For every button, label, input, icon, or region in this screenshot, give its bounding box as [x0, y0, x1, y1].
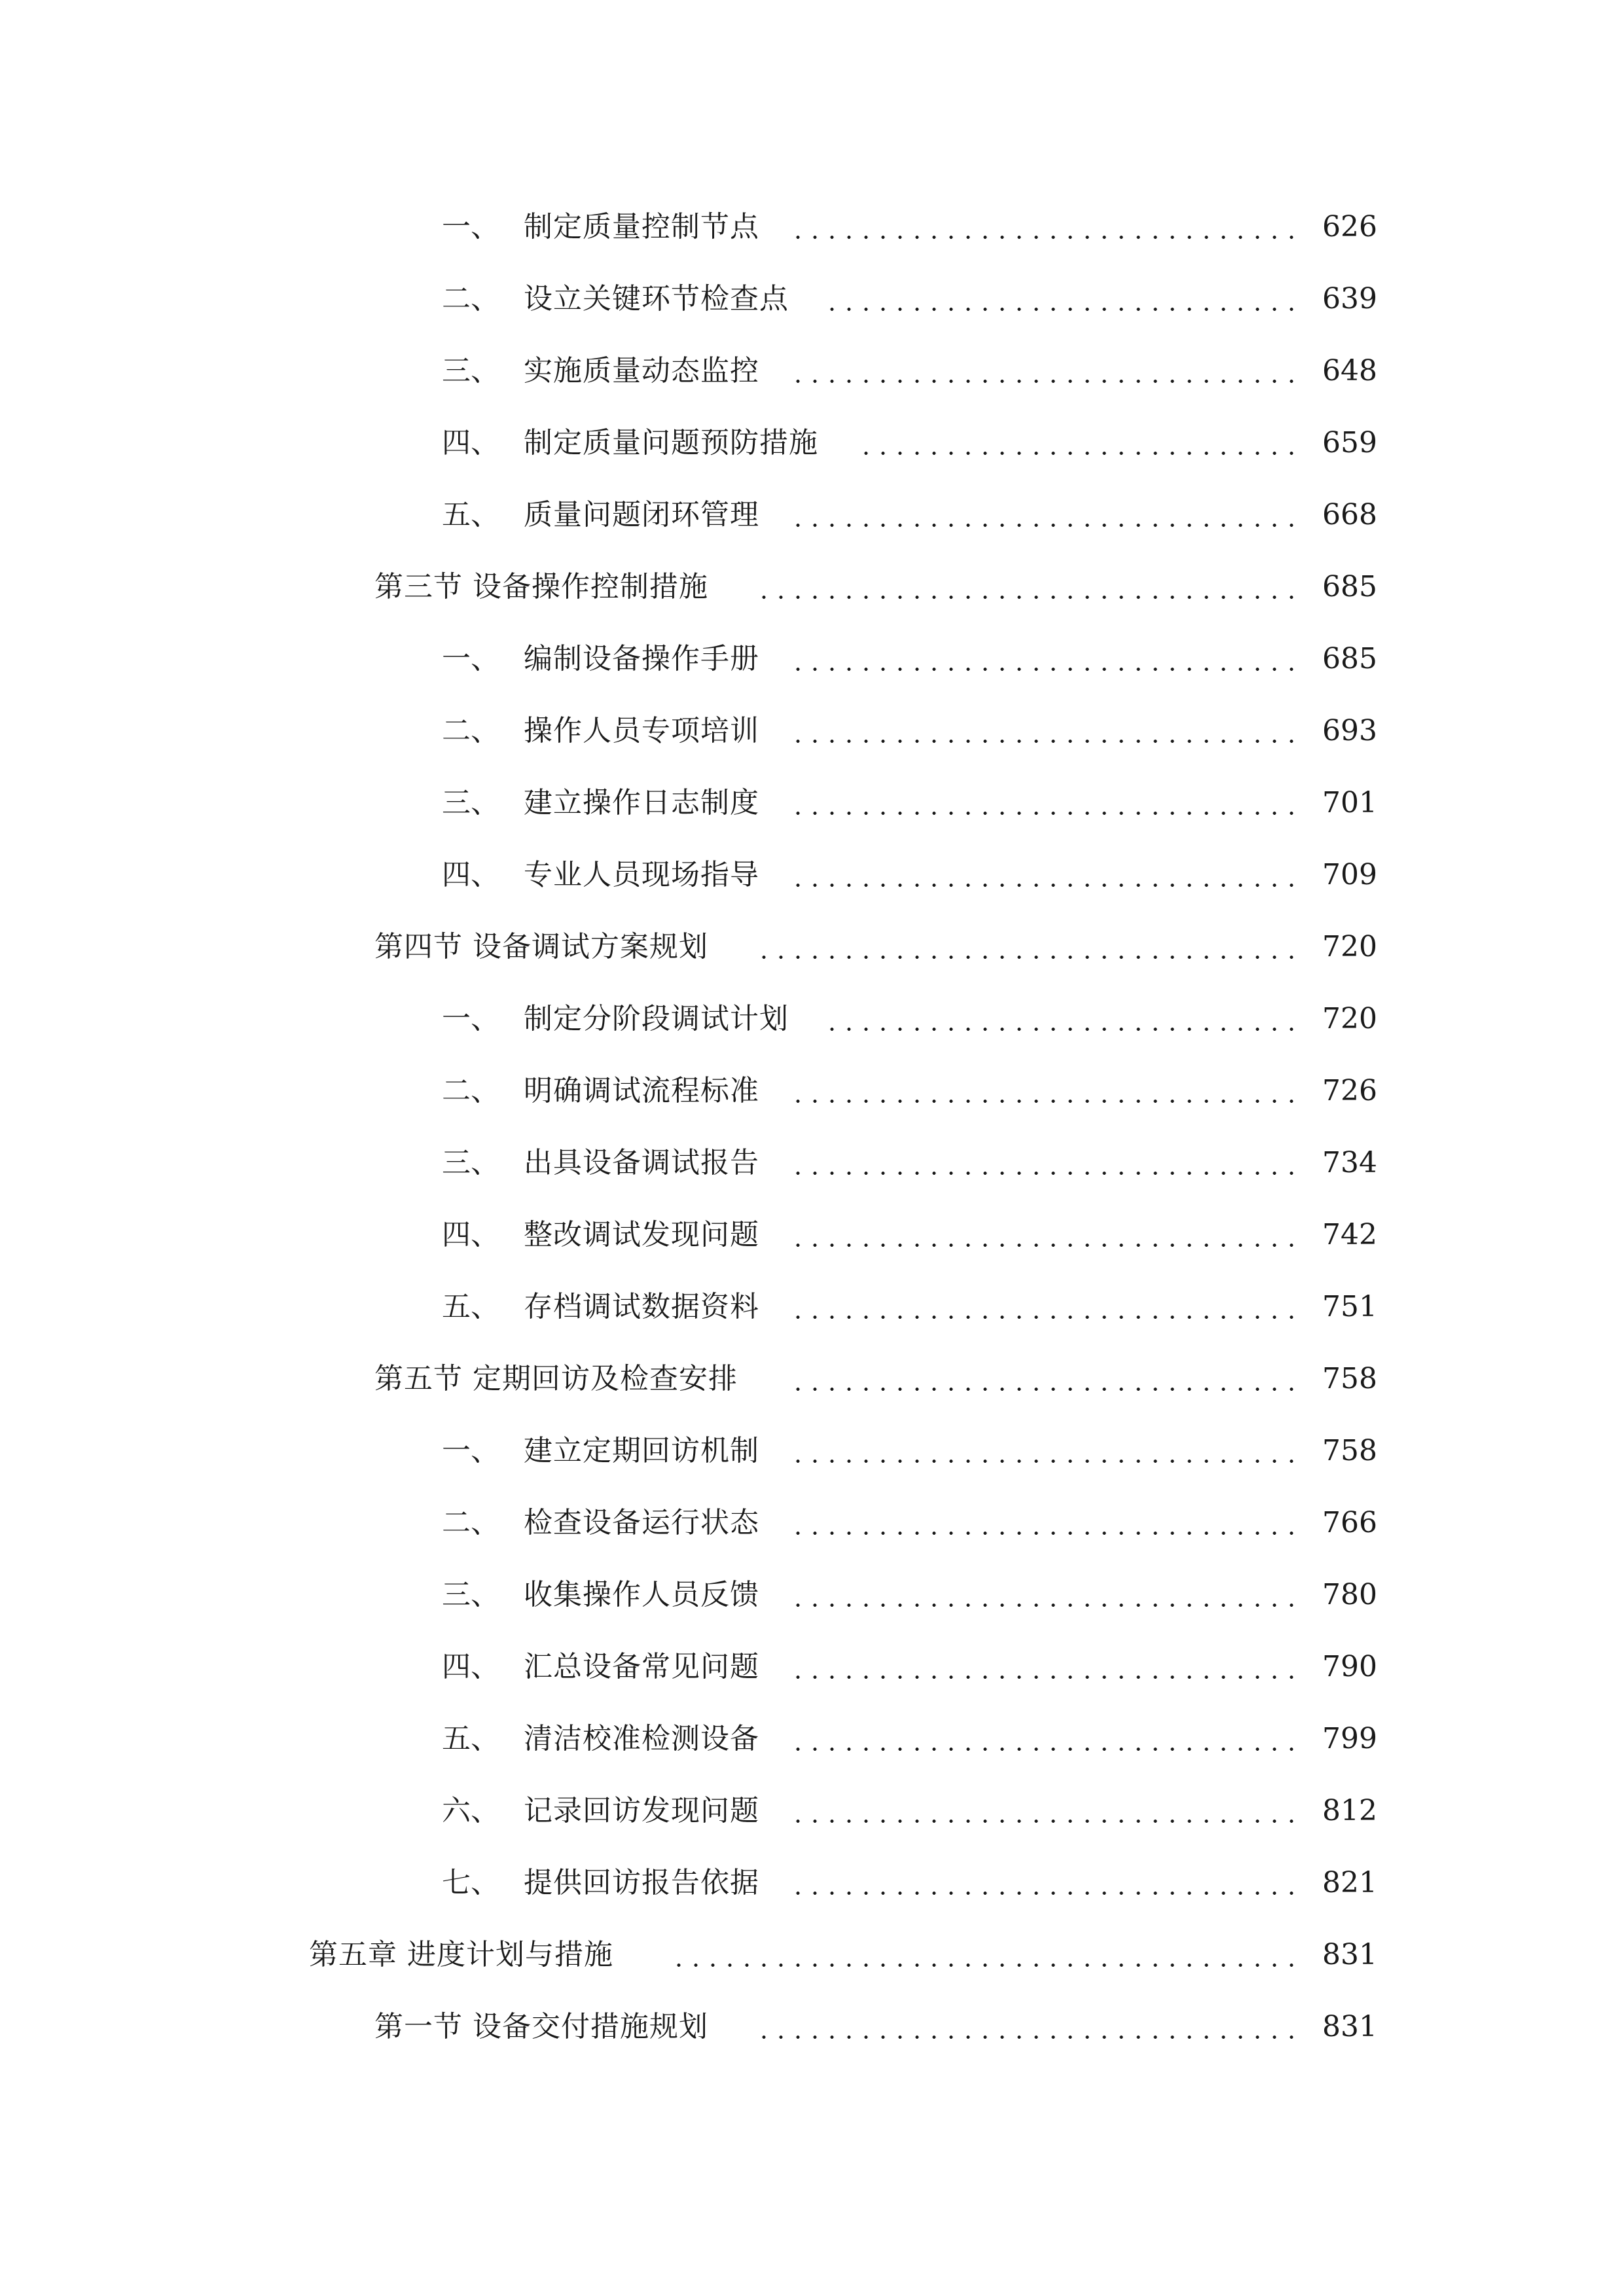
toc-entry-title: 制定质量控制节点 — [524, 198, 766, 257]
toc-entry-title: 设立关键环节检查点 — [524, 270, 795, 329]
toc-entry-page: 685 — [1316, 630, 1375, 689]
toc-entry[interactable] — [0, 1494, 1624, 1552]
toc-entry-title: 专业人员现场指导 — [524, 846, 766, 905]
toc-entry-number: 四、 — [442, 858, 499, 891]
toc-entry-page: 742 — [1316, 1206, 1375, 1265]
toc-entry-title: 质量问题闭环管理 — [524, 486, 766, 545]
toc-entry[interactable] — [0, 1782, 1624, 1840]
toc-entry-title: 记录回访发现问题 — [524, 1782, 766, 1840]
toc-section-entry[interactable] — [0, 1350, 1624, 1408]
toc-entry-number: 五、 — [442, 498, 499, 531]
toc-entry-title: 第一节 设备交付措施规划 — [374, 1998, 715, 2056]
toc-entry-page: 626 — [1316, 198, 1375, 257]
toc-entry-page: 701 — [1316, 774, 1375, 833]
toc-section-entry[interactable] — [0, 1998, 1624, 2056]
toc-entry-title: 第三节 设备操作控制措施 — [374, 558, 715, 617]
toc-entry[interactable] — [0, 198, 1624, 257]
toc-entry-title: 清洁校准检测设备 — [524, 1710, 766, 1768]
toc-entry-number: 二、 — [442, 1506, 499, 1539]
toc-entry[interactable] — [0, 702, 1624, 761]
toc-entry[interactable] — [0, 1854, 1624, 1912]
toc-entry[interactable] — [0, 1134, 1624, 1193]
toc-entry-page: 831 — [1316, 1926, 1375, 1984]
toc-section-entry[interactable] — [0, 918, 1624, 977]
toc-entry-title: 第四节 设备调试方案规划 — [374, 918, 715, 977]
toc-entry[interactable] — [0, 342, 1624, 401]
toc-entry-number: 二、 — [442, 1074, 499, 1107]
toc-entry-number: 三、 — [442, 1578, 499, 1611]
toc-entry-title: 制定质量问题预防措施 — [524, 414, 825, 473]
toc-entry-number: 六、 — [442, 1794, 499, 1827]
toc-entry-number: 五、 — [442, 1290, 499, 1323]
toc-entry-title: 出具设备调试报告 — [524, 1134, 766, 1193]
toc-entry-page: 648 — [1316, 342, 1375, 401]
toc-entry-page: 668 — [1316, 486, 1375, 545]
toc-entry[interactable] — [0, 1278, 1624, 1336]
toc-entry-page: 758 — [1316, 1422, 1375, 1480]
toc-entry-title: 提供回访报告依据 — [524, 1854, 766, 1912]
toc-section-entry[interactable] — [0, 558, 1624, 617]
toc-entry-number: 二、 — [442, 282, 499, 315]
toc-entry[interactable] — [0, 630, 1624, 689]
toc-entry-number: 三、 — [442, 1146, 499, 1179]
toc-entry-title: 汇总设备常见问题 — [524, 1638, 766, 1696]
toc-entry-page: 799 — [1316, 1710, 1375, 1768]
toc-entry-title: 第五节 定期回访及检查安排 — [374, 1350, 744, 1408]
toc-entry[interactable] — [0, 1566, 1624, 1624]
toc-entry-title: 第五章 进度计划与措施 — [309, 1926, 620, 1984]
toc-entry-number: 四、 — [442, 426, 499, 459]
toc-entry-title: 操作人员专项培训 — [524, 702, 766, 761]
toc-entry-page: 685 — [1316, 558, 1375, 617]
toc-entry-page: 758 — [1316, 1350, 1375, 1408]
toc-entry[interactable] — [0, 990, 1624, 1049]
toc-entry-title: 存档调试数据资料 — [524, 1278, 766, 1336]
toc-entry-page: 766 — [1316, 1494, 1375, 1552]
toc-entry[interactable] — [0, 1062, 1624, 1121]
toc-entry[interactable] — [0, 486, 1624, 545]
toc-entry[interactable] — [0, 846, 1624, 905]
toc-entry-number: 三、 — [442, 786, 499, 819]
toc-entry-page: 659 — [1316, 414, 1375, 473]
toc-entry-page: 831 — [1316, 1998, 1375, 2056]
toc-entry-number: 一、 — [442, 642, 499, 675]
toc-entry-title: 检查设备运行状态 — [524, 1494, 766, 1552]
toc-entry-page: 693 — [1316, 702, 1375, 761]
toc-entry-page: 726 — [1316, 1062, 1375, 1121]
toc-entry[interactable] — [0, 774, 1624, 833]
toc-entry[interactable] — [0, 1710, 1624, 1768]
toc-entry-number: 三、 — [442, 354, 499, 387]
toc-entry-number: 一、 — [442, 1002, 499, 1035]
toc-entry-number: 七、 — [442, 1866, 499, 1899]
toc-entry-number: 一、 — [442, 210, 499, 243]
toc-entry-title: 实施质量动态监控 — [524, 342, 766, 401]
toc-entry[interactable] — [0, 270, 1624, 329]
toc-entry-title: 制定分阶段调试计划 — [524, 990, 795, 1049]
toc-chapter-entry[interactable] — [0, 1926, 1624, 1984]
toc-entry-number: 四、 — [442, 1650, 499, 1683]
toc-entry-page: 780 — [1316, 1566, 1375, 1624]
toc-entry-title: 明确调试流程标准 — [524, 1062, 766, 1121]
toc-entry-title: 编制设备操作手册 — [524, 630, 766, 689]
toc-entry-number: 一、 — [442, 1434, 499, 1467]
toc-entry-page: 790 — [1316, 1638, 1375, 1696]
toc-entry[interactable] — [0, 414, 1624, 473]
toc-entry-title: 整改调试发现问题 — [524, 1206, 766, 1265]
toc-entry-page: 734 — [1316, 1134, 1375, 1193]
toc-entry-title: 建立操作日志制度 — [524, 774, 766, 833]
toc-entry-number: 二、 — [442, 714, 499, 747]
toc-entry[interactable] — [0, 1422, 1624, 1480]
toc-entry-page: 709 — [1316, 846, 1375, 905]
toc-entry-number: 四、 — [442, 1218, 499, 1251]
toc-entry-page: 720 — [1316, 990, 1375, 1049]
toc-entry-page: 812 — [1316, 1782, 1375, 1840]
toc-entry-number: 五、 — [442, 1722, 499, 1755]
toc-entry-page: 751 — [1316, 1278, 1375, 1336]
toc-entry-page: 639 — [1316, 270, 1375, 329]
toc-entry-title: 收集操作人员反馈 — [524, 1566, 766, 1624]
toc-entry[interactable] — [0, 1638, 1624, 1696]
toc-entry[interactable] — [0, 1206, 1624, 1265]
toc-entry-page: 821 — [1316, 1854, 1375, 1912]
toc-entry-title: 建立定期回访机制 — [524, 1422, 766, 1480]
toc-entry-page: 720 — [1316, 918, 1375, 977]
